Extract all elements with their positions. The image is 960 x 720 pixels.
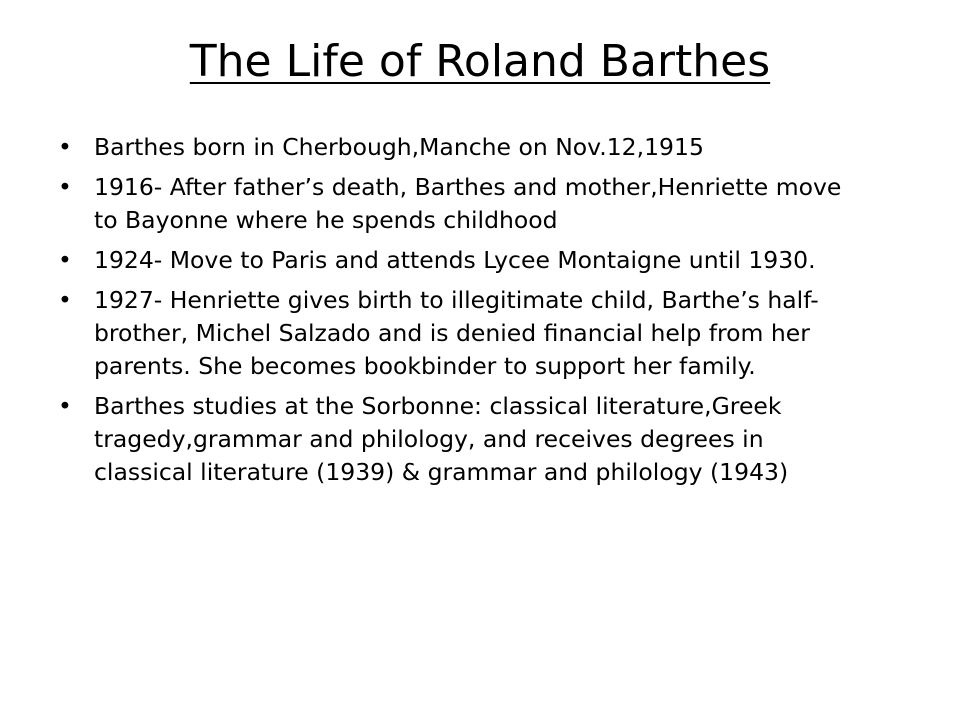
bullet-text: Barthes born in Cherbough,Manche on Nov.12,1915	[94, 133, 704, 161]
bullet-item-sorbonne	[58, 390, 858, 489]
bullet-text: Barthes studies at the Sorbonne: classical literature,Greek tragedy,grammar and philology, and receives degrees in classical literature (1939) & grammar and philology (1943)	[94, 392, 789, 486]
bullet-marker: •	[58, 286, 72, 314]
bullet-item-1927	[58, 284, 858, 383]
bullet-item-birth	[58, 131, 858, 164]
bullet-marker: •	[58, 133, 72, 161]
bullet-list	[58, 131, 858, 496]
bullet-item-1924	[58, 244, 858, 277]
bullet-marker: •	[58, 392, 72, 420]
bullet-text: 1916- After father’s death, Barthes and mother,Henriette move to Bayonne where he spends childhood	[94, 173, 842, 234]
bullet-item-1916	[58, 171, 858, 237]
bullet-marker: •	[58, 246, 72, 274]
bullet-marker: •	[58, 173, 72, 201]
slide-title: The Life of Roland Barthes	[189, 36, 771, 87]
bullet-text: 1924- Move to Paris and attends Lycee Montaigne until 1930.	[94, 246, 816, 274]
bullet-text: 1927- Henriette gives birth to illegitimate child, Barthe’s half-brother, Michel Salzado and is denied financial help from her parents. She becomes bookbinder to support her family.	[94, 286, 819, 380]
